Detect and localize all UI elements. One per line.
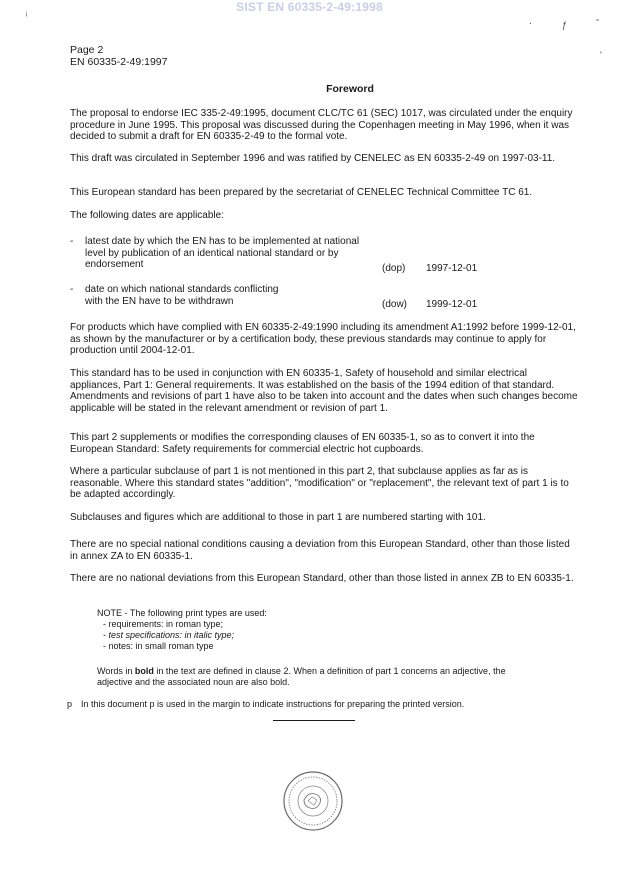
page-label: Page 2 bbox=[70, 44, 104, 56]
foreword-paragraph-7: This part 2 supplements or modifies the corresponding clauses of EN 60335-1, so as to convert it into the European Standard: Safety requirements for commercial electric hot cupboards. bbox=[70, 432, 535, 455]
note-item-notes: - notes: in small roman type bbox=[103, 641, 214, 651]
scan-speck: ˜ bbox=[596, 18, 599, 28]
bold-note-prefix: Words in bbox=[97, 666, 135, 676]
date-item-date: 1997-12-01 bbox=[426, 263, 478, 274]
foreword-paragraph-5: For products which have complied with EN 60335-2-49:1990 including its amendment A1:1992 before 1999-12-01, as shown by the manufacturer or by a certification body, these previous standards may continue to apply for production until 2004-12-01. bbox=[70, 322, 576, 356]
date-item-abbr: (dow) bbox=[382, 299, 408, 310]
foreword-paragraph-1: The proposal to endorse IEC 335-2-49:1995, document CLC/TC 61 (SEC) 1017, was circulated under the enquiry procedure in June 1995. This proposal was discussed during the Copenhagen meeting in May 1996, when it was decided to submit a draft for EN 60335-2-49 to the formal vote. bbox=[70, 108, 573, 142]
foreword-paragraph-4: The following dates are applicable: bbox=[70, 210, 224, 221]
bold-note-bold-word: bold bbox=[134, 666, 154, 676]
foreword-paragraph-11: There are no national deviations from this European Standard, other than those listed in annex ZB to EN 60335-1. bbox=[70, 573, 574, 584]
page-header bbox=[70, 44, 168, 68]
foreword-paragraph-3: This European standard has been prepared by the secretariat of CENELEC Technical Committee TC 61. bbox=[70, 187, 533, 198]
foreword-paragraph-10: There are no special national conditions causing a deviation from this European Standard, other than those listed in annex ZA to EN 60335-1. bbox=[70, 539, 570, 562]
end-rule-divider bbox=[273, 720, 355, 721]
foreword-title: Foreword bbox=[326, 83, 374, 95]
watermark: SIST EN 60335-2-49:1998 bbox=[236, 0, 383, 14]
foreword-paragraph-2: This draft was circulated in September 1996 and was ratified by CENELEC as EN 60335-2-49 on 1997-03-11. bbox=[70, 153, 556, 164]
scan-speck: ƒ bbox=[562, 20, 568, 30]
foreword-paragraph-8: Where a particular subclause of part 1 is not mentioned in this part 2, that subclause applies as far as is reasonable. Where this standard states "addition", "modification" or "replacement", the relevant text of part 1 is to be adapted accordingly. bbox=[70, 466, 569, 500]
margin-p-marker: p bbox=[67, 699, 73, 709]
scan-speck: ٠ bbox=[528, 18, 533, 28]
foreword-paragraph-9: Subclauses and figures which are additional to those in part 1 are numbered starting with 101. bbox=[70, 512, 486, 523]
bold-note-suffix: in the text are defined in clause 2. When a definition of part 1 concerns an adjective, the adjective and the associated noun are also bold. bbox=[97, 666, 506, 687]
printed-version-note-text: In this document p is used in the margin to indicate instructions for preparing the printed version. bbox=[81, 699, 465, 709]
list-dash: - bbox=[70, 236, 74, 247]
note-item-requirements: - requirements: in roman type; bbox=[103, 619, 224, 629]
note-heading: NOTE - The following print types are used: bbox=[97, 608, 267, 618]
printed-version-note bbox=[67, 699, 547, 710]
date-item-date: 1999-12-01 bbox=[426, 299, 478, 310]
scan-speck: ᵢ bbox=[26, 8, 28, 18]
print-types-note bbox=[97, 608, 267, 652]
doc-id: EN 60335-2-49:1997 bbox=[70, 56, 168, 68]
date-item-text: date on which national standards conflicting with the EN have to be withdrawn bbox=[85, 284, 279, 307]
foreword-paragraph-6: This standard has to be used in conjunction with EN 60335-1, Safety of household and similar electrical appliances, Part 1: General requirements. It was established on the basis of the 1994 edition of that standard. Amendments and revisions of part 1 have also to be taken into account and the dates when such changes become applicable will be stated in the relevant amendment or revision of part 1. bbox=[70, 368, 578, 414]
note-item-test-specifications: - test specifications: in italic type; bbox=[103, 630, 235, 640]
official-seal-stamp bbox=[282, 770, 344, 832]
date-item-abbr: (dop) bbox=[382, 263, 406, 274]
list-dash: - bbox=[70, 284, 74, 295]
scan-speck: ' bbox=[600, 50, 602, 60]
date-item-text: latest date by which the EN has to be implemented at national level by publication of an identical national standard or by endorsement bbox=[85, 236, 360, 270]
bold-words-note bbox=[97, 666, 537, 688]
